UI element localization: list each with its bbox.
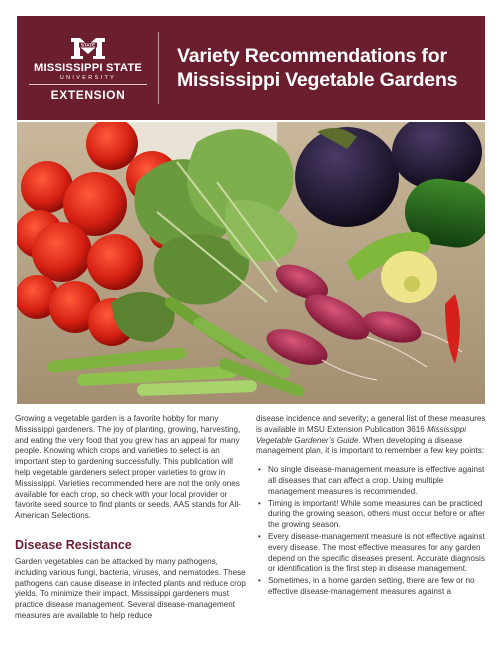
list-item: • No single disease-management measure is effective against all diseases that can affect a crop. Using multiple management measures is recommended. bbox=[256, 465, 490, 497]
vegetables-illustration bbox=[17, 122, 485, 404]
intro-paragraph: Growing a vegetable garden is a favorite hobby for many Mississippi gardeners. The joy of planting, growing, harvesting, and eating the very food that you grew has an appeal for many people. Knowing which crops and varieties to select is an important step to gardening successfully. This publication will help vegetable gardeners select proper varieties to grow in Mississippi. Varieties recommended here are not the only ones available for each crop, so check with your local provider or favorite seed source to find plants or seeds. AAS stands for All-American Selections. bbox=[15, 414, 241, 521]
list-item: • Sometimes, in a home garden setting, there are few or no effective disease-management measures against a bbox=[256, 576, 490, 598]
list-item: • Every disease-management measure is not effective against every disease. The most effective measures for any garden depend on the specific diseases present. Accurate diagnosis or identification is the first step in disease management. bbox=[256, 532, 490, 575]
logo-rule bbox=[29, 84, 147, 85]
msu-extension-logo bbox=[29, 34, 147, 103]
header-banner bbox=[17, 16, 485, 120]
lead-text-end: . When developing a disease management plan, it is important to remember a few key points: bbox=[256, 435, 485, 456]
page-title bbox=[177, 44, 477, 92]
disease-paragraph: Garden vegetables can be attacked by many pathogens, including various fungi, bacteria, viruses, and nematodes. These pathogens can cause disease in infected plants and reduce crop yields. To minimize their impact, Mississippi gardeners must practice disease management. Several disease-management measures are available to help reduce bbox=[15, 556, 246, 620]
banner-divider bbox=[158, 32, 159, 104]
logo-wordmark: STATE bbox=[80, 42, 96, 48]
left-column bbox=[15, 414, 247, 622]
title-line-2: Mississippi Vegetable Gardens bbox=[177, 69, 458, 91]
disease-management-lead bbox=[256, 414, 490, 457]
logo-extension: EXTENSION bbox=[50, 88, 126, 102]
msu-logo-icon bbox=[68, 34, 108, 60]
logo-university-name: MISSISSIPPI STATE bbox=[33, 62, 143, 74]
right-column bbox=[256, 414, 490, 599]
key-points-list bbox=[256, 465, 490, 598]
logo-university-subtitle: UNIVERSITY bbox=[59, 75, 117, 81]
list-item: • Timing is important! While some measures can be practiced during the growing season, others must occur before or after the growing season. bbox=[256, 499, 490, 531]
lead-text: disease incidence and severity; a general list of these measures is available in MSU Extension Publication 3616 bbox=[256, 414, 486, 434]
publication-title: Mississippi Vegetable Gardener’s Guide bbox=[256, 424, 467, 445]
title-line-1: Variety Recommendations for bbox=[177, 45, 447, 67]
disease-resistance-heading: Disease Resistance bbox=[15, 537, 132, 552]
hero-photo-vegetables bbox=[17, 122, 485, 404]
